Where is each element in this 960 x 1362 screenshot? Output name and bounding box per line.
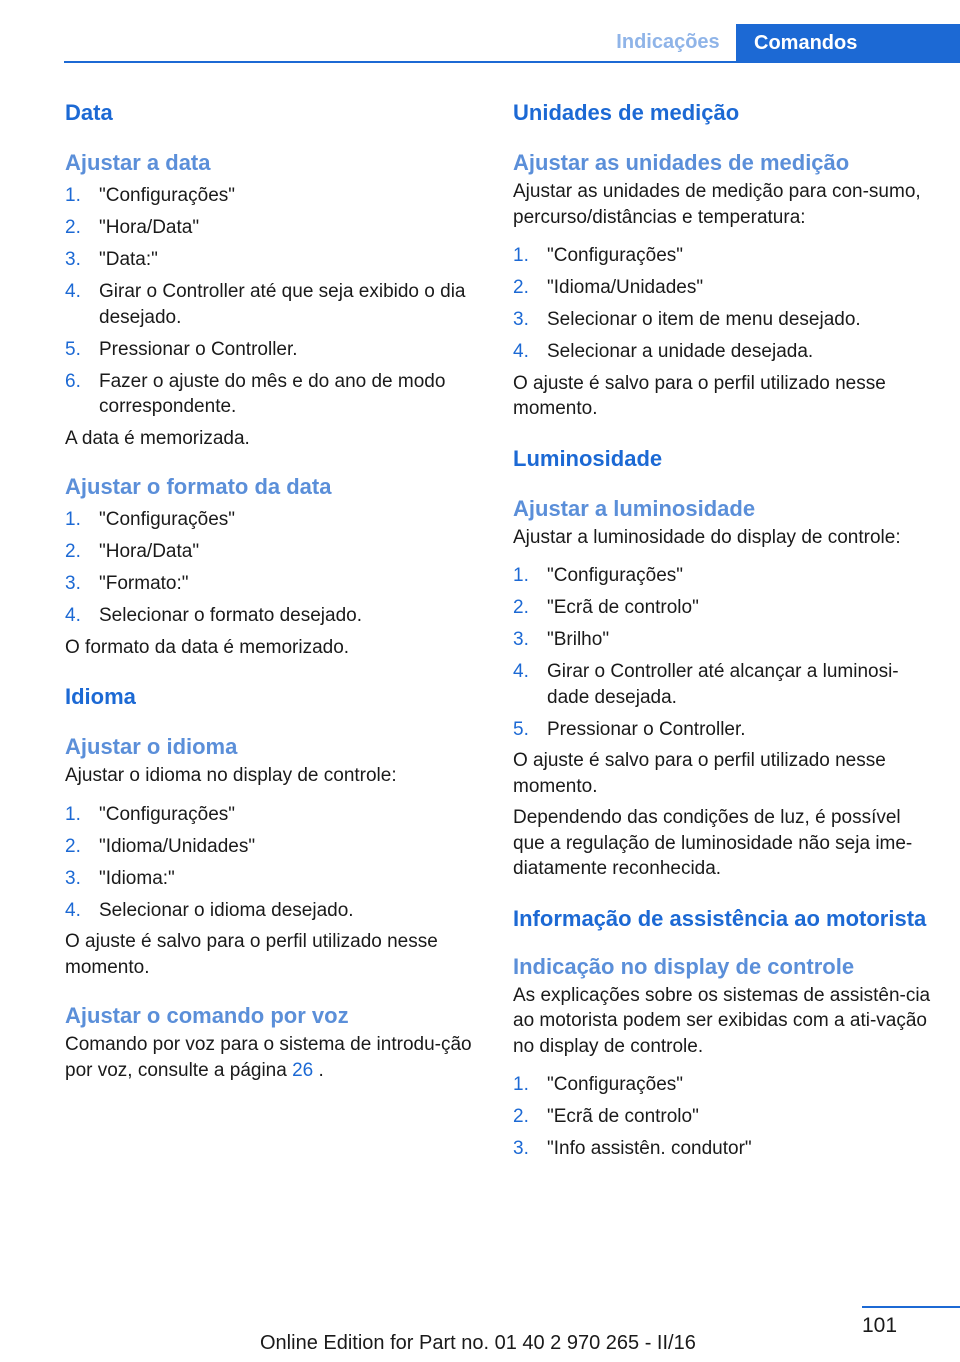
- step-text: Selecionar o formato desejado.: [99, 605, 362, 626]
- list-item: [65, 337, 485, 363]
- left-column: [65, 100, 485, 1083]
- tab-indicacoes[interactable]: Indicações: [616, 31, 720, 53]
- note-data-memorizada: A data é memorizada.: [65, 427, 250, 449]
- subsection-title-comando-voz: Ajustar o comando por voz: [65, 1003, 349, 1028]
- step-text: "Configurações": [547, 565, 684, 586]
- step-number: 1.: [65, 185, 81, 206]
- list-item: [65, 866, 485, 892]
- step-text: "Hora/Data": [99, 541, 200, 562]
- list-item: [513, 307, 933, 333]
- step-text: "Idioma:": [99, 867, 175, 889]
- steps-indicacao-display: [513, 1072, 933, 1162]
- list-item: [65, 539, 485, 565]
- intro-indicacao-display: As explicações sobre os sistemas de assistên‐cia ao motorista podem ser exibidas com a ati‐vação no display de controle.: [513, 984, 931, 1057]
- list-item: [513, 275, 933, 301]
- step-number: 1.: [513, 1074, 529, 1095]
- step-number: 6.: [65, 370, 81, 392]
- step-number: 4.: [513, 341, 529, 362]
- section-title-assistencia: Informação de assistência ao motorista: [513, 905, 927, 931]
- subsection-title-ajustar-unidades: Ajustar as unidades de medição: [513, 150, 850, 175]
- list-item: [513, 563, 933, 589]
- list-item: [65, 279, 485, 330]
- list-item: [513, 1104, 933, 1130]
- list-item: [513, 1136, 933, 1162]
- steps-luminosidade: [513, 563, 933, 742]
- list-item: [513, 717, 933, 743]
- step-number: 4.: [65, 605, 81, 626]
- section-title-idioma: Idioma: [65, 684, 136, 709]
- step-text: "Configurações": [547, 1074, 684, 1095]
- subsection-title-formato-data: Ajustar o formato da data: [65, 474, 332, 499]
- step-text: "Ecrã de controlo": [547, 597, 699, 618]
- step-text: Pressionar o Controller.: [99, 338, 298, 360]
- step-number: 4.: [65, 899, 81, 921]
- step-number: 3.: [513, 1138, 529, 1159]
- header-divider: [64, 61, 960, 63]
- step-number: 1.: [65, 803, 81, 825]
- step-number: 5.: [65, 338, 81, 360]
- step-text: "Configurações": [99, 509, 236, 530]
- list-item: [513, 339, 933, 365]
- note-unidades: O ajuste é salvo para o perfil utilizado nesse momento.: [513, 372, 886, 419]
- tab-comandos[interactable]: Comandos: [736, 24, 960, 63]
- step-text: "Configurações": [99, 185, 236, 206]
- step-text: "Configurações": [547, 245, 684, 266]
- step-text: "Brilho": [547, 629, 610, 650]
- step-number: 1.: [513, 245, 529, 266]
- page-reference-link[interactable]: 26: [292, 1059, 314, 1081]
- section-title-luminosidade: Luminosidade: [513, 445, 663, 471]
- subsection-title-indicacao-display: Indicação no display de controle: [513, 953, 855, 979]
- step-text: "Idioma/Unidades": [547, 277, 704, 298]
- steps-ajustar-data: [65, 183, 485, 420]
- step-number: 1.: [65, 509, 81, 530]
- list-item: [65, 898, 485, 924]
- list-item: [65, 603, 485, 629]
- subsection-title-ajustar-data: Ajustar a data: [65, 150, 211, 175]
- list-item: [65, 183, 485, 209]
- steps-idioma: [65, 802, 485, 924]
- list-item: [65, 369, 485, 420]
- list-item: [513, 243, 933, 269]
- step-text: "Formato:": [99, 573, 189, 594]
- header-bar: [0, 0, 960, 64]
- footer-divider: [862, 1306, 960, 1308]
- step-number: 2.: [513, 277, 529, 298]
- step-number: 5.: [513, 718, 529, 740]
- step-number: 4.: [65, 281, 81, 302]
- list-item: [65, 571, 485, 597]
- step-text: Selecionar o idioma desejado.: [99, 899, 354, 921]
- step-text: Fazer o ajuste do mês e do ano de modo correspondente.: [99, 370, 446, 417]
- list-item: [65, 834, 485, 860]
- list-item: [65, 802, 485, 828]
- comando-voz-text: Comando por voz para o sistema de introdu‐ção por voz, consulte a página: [65, 1034, 472, 1081]
- step-number: 1.: [513, 565, 529, 586]
- intro-luminosidade: Ajustar a luminosidade do display de controle:: [513, 526, 901, 548]
- steps-formato-data: [65, 507, 485, 629]
- list-item: [513, 627, 933, 653]
- list-item: [65, 215, 485, 241]
- step-text: Girar o Controller até alcançar a luminosi‐dade desejada.: [547, 661, 899, 708]
- step-number: 2.: [65, 835, 81, 857]
- right-column: [513, 100, 933, 1162]
- intro-idioma: Ajustar o idioma no display de controle:: [65, 765, 397, 786]
- step-number: 4.: [513, 661, 529, 682]
- step-number: 2.: [65, 541, 81, 562]
- step-number: 3.: [65, 573, 81, 594]
- step-text: "Ecrã de controlo": [547, 1106, 699, 1127]
- step-text: "Data:": [99, 249, 158, 270]
- step-text: Selecionar o item de menu desejado.: [547, 309, 861, 330]
- note-formato-memorizado: O formato da data é memorizado.: [65, 636, 350, 658]
- note-luminosidade-condicoes: Dependendo das condições de luz, é possível que a regulação de luminosidade não seja ime‐diatamente reconhecida.: [513, 807, 913, 879]
- subsection-title-ajustar-luminosidade: Ajustar a luminosidade: [513, 495, 756, 521]
- step-number: 3.: [513, 309, 529, 330]
- step-number: 2.: [513, 1106, 529, 1127]
- step-text: Pressionar o Controller.: [547, 718, 746, 740]
- list-item: [513, 1072, 933, 1098]
- section-title-data: Data: [65, 100, 113, 125]
- steps-unidades: [513, 243, 933, 365]
- text-comando-voz: [65, 1032, 485, 1083]
- section-title-unidades: Unidades de medição: [513, 100, 740, 125]
- step-number: 2.: [65, 217, 81, 238]
- page-number: 101: [862, 1314, 898, 1337]
- edition-footer: Online Edition for Part no. 01 40 2 970 265 - II/16: [260, 1332, 696, 1354]
- step-text: Selecionar a unidade desejada.: [547, 341, 814, 362]
- list-item: [513, 659, 933, 710]
- step-number: 2.: [513, 597, 529, 618]
- intro-unidades: Ajustar as unidades de medição para con‐sumo, percurso/distâncias e temperatura:: [513, 181, 921, 228]
- comando-voz-suffix: .: [313, 1059, 324, 1081]
- list-item: [65, 507, 485, 533]
- subsection-title-ajustar-idioma: Ajustar o idioma: [65, 734, 238, 759]
- step-text: "Hora/Data": [99, 217, 200, 238]
- note-idioma: O ajuste é salvo para o perfil utilizado nesse momento.: [65, 931, 438, 978]
- note-luminosidade: O ajuste é salvo para o perfil utilizado nesse momento.: [513, 750, 886, 797]
- step-text: Girar o Controller até que seja exibido o dia desejado.: [99, 281, 466, 328]
- step-number: 3.: [65, 867, 81, 889]
- step-text: "Configurações": [99, 803, 236, 825]
- step-text: "Idioma/Unidades": [99, 835, 256, 857]
- list-item: [513, 595, 933, 621]
- step-number: 3.: [65, 249, 81, 270]
- list-item: [65, 247, 485, 273]
- step-number: 3.: [513, 629, 529, 650]
- step-text: "Info assistên. condutor": [547, 1138, 752, 1159]
